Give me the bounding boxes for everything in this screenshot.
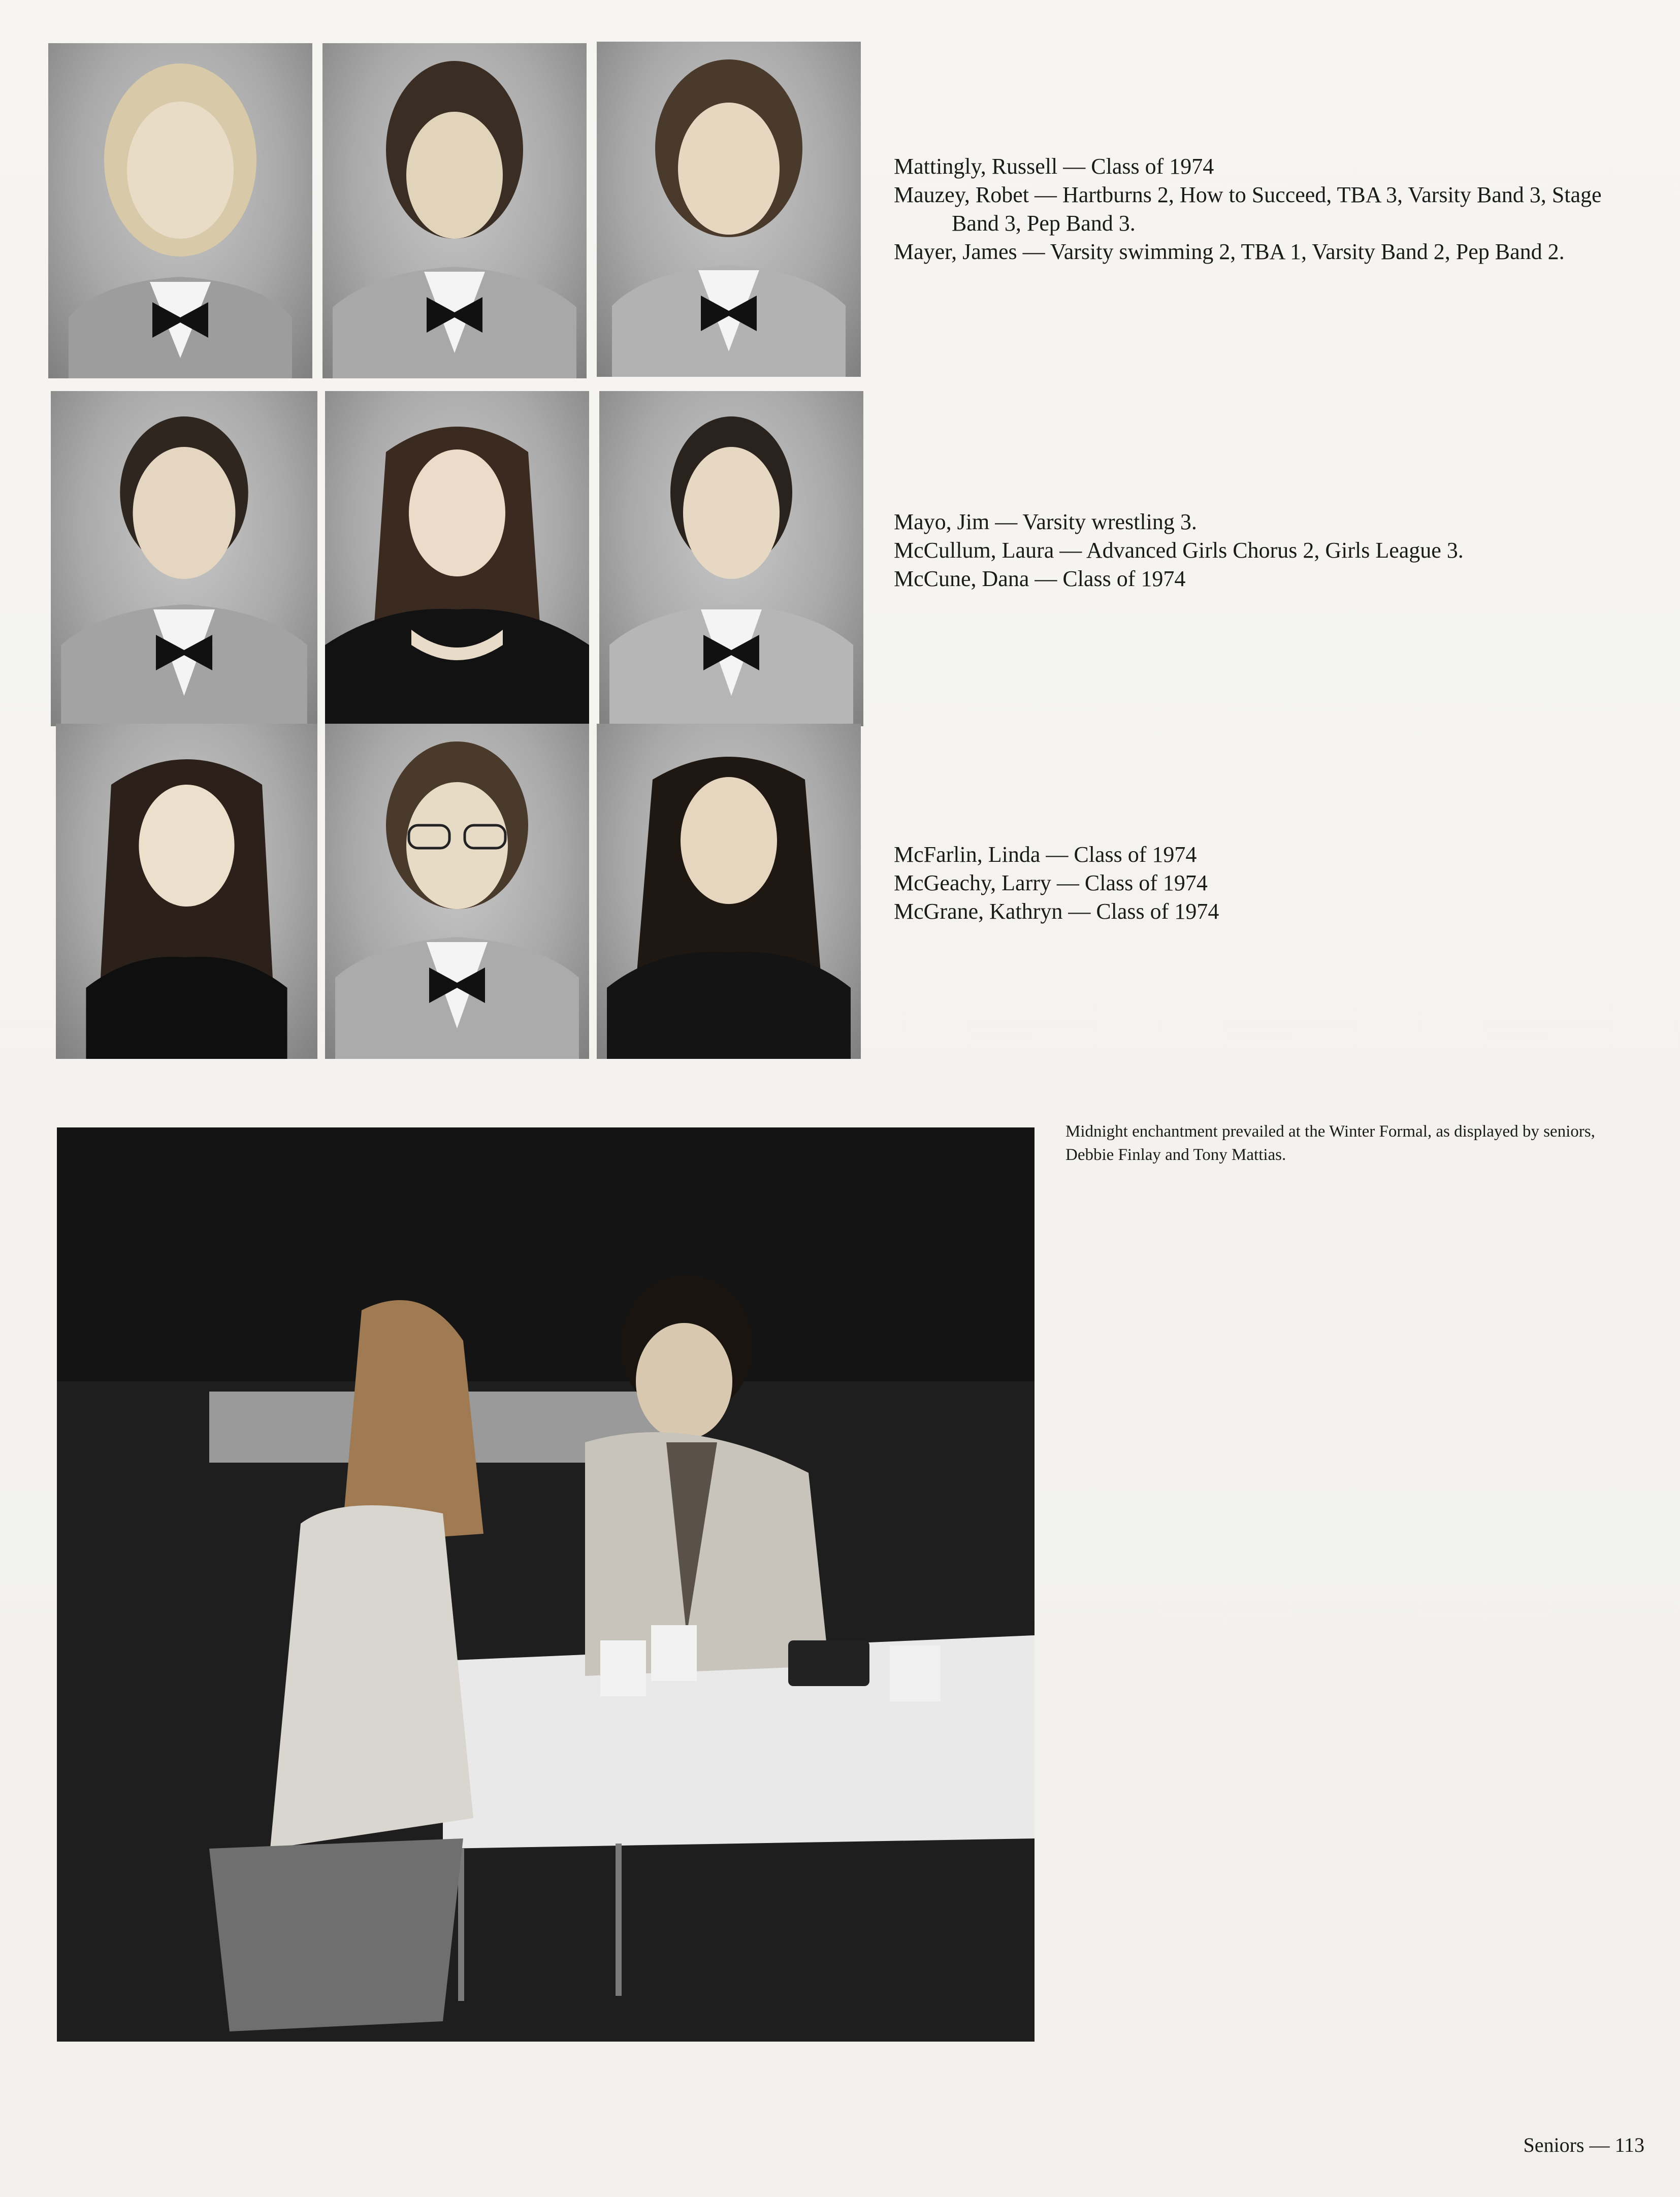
senior-entry: Mauzey, Robet — Hartburns 2, How to Succeed, TBA 3, Varsity Band 3, Stage Band 3, Pep Band 3. <box>894 182 1602 236</box>
senior-entry: McCune, Dana — Class of 1974 <box>894 566 1186 591</box>
portrait-photo <box>597 724 861 1059</box>
senior-entry: McGeachy, Larry — Class of 1974 <box>894 870 1208 895</box>
row3-captions <box>894 841 1605 926</box>
portrait-photo <box>597 42 861 377</box>
portrait-photo <box>599 391 863 726</box>
page-folio: Seniors — 113 <box>1523 2134 1644 2156</box>
row2-captions <box>894 508 1605 593</box>
senior-entry: Mattingly, Russell — Class of 1974 <box>894 154 1214 179</box>
senior-entry: McFarlin, Linda — Class of 1974 <box>894 842 1197 867</box>
portrait-photo <box>322 43 587 378</box>
row1-captions <box>894 152 1605 266</box>
senior-entry: Mayo, Jim — Varsity wrestling 3. <box>894 509 1197 534</box>
winter-formal-photo <box>57 1127 1035 2042</box>
portrait-photo <box>325 391 589 726</box>
portrait-photo <box>56 724 317 1059</box>
senior-entry: McGrane, Kathryn — Class of 1974 <box>894 899 1219 924</box>
portrait-photo <box>325 724 589 1059</box>
senior-entry: McCullum, Laura — Advanced Girls Chorus 2, Girls League 3. <box>894 538 1464 563</box>
portrait-photo <box>51 391 317 726</box>
portrait-photo <box>48 43 312 378</box>
photo-caption: Midnight enchantment prevailed at the Winter Formal, as displayed by seniors, Debbie Finlay and Tony Mattias. <box>1065 1122 1595 1164</box>
senior-entry: Mayer, James — Varsity swimming 2, TBA 1, Varsity Band 2, Pep Band 2. <box>894 239 1565 264</box>
portrait-grid <box>48 43 861 1059</box>
